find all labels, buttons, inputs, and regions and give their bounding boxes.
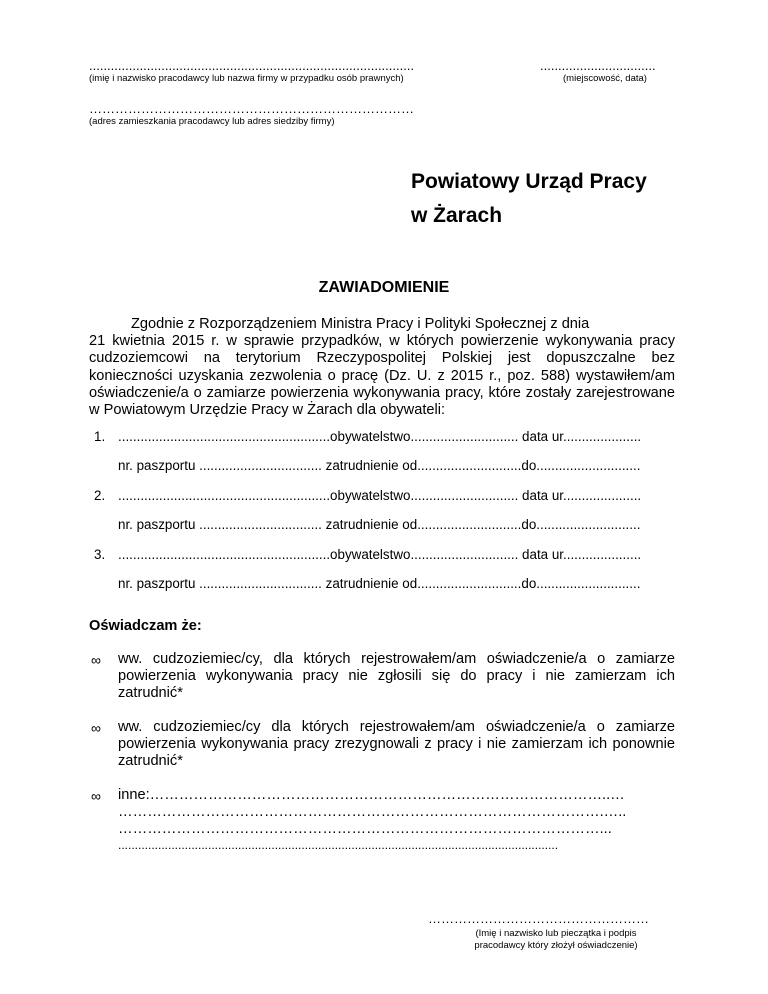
entry-line-citizenship: .........................................................obywatelstwo............................. data ur..................... — [118, 488, 642, 503]
intro-body: 21 kwietnia 2015 r. w sprawie przypadków, w których powierzenie wykonywania pracy cudzoziemcowi na terytorium Rzeczypospolitej Polskiej jest dopuszczalne bez konieczności uzyskania zezwolenia o pracę (Dz. U. z 2015 r., poz. 588) wystawiłem/am oświadczenie/a o zamiarze powierzenia wykonywania pracy, które zostały zarejestrowane w Powiatowym Urzędzie Pracy w Żarach dla obywateli: — [89, 333, 675, 419]
declaration-item-1: ww. cudzoziemiec/cy, dla których rejestrowałem/am oświadczenie/a o zamiarze powierzenia wykonywania pracy nie zgłosili się do pracy i nie zamierzam ich zatrudnić* — [118, 651, 675, 701]
document-title: ZAWIADOMIENIE — [318, 279, 450, 296]
place-date-line: ................................ — [540, 58, 656, 73]
intro-first-line: Zgodnie z Rozporządzeniem Ministra Pracy i Polityki Społecznej z dnia — [131, 316, 590, 332]
infinity-bullet-icon: ∞ — [91, 652, 101, 668]
employer-name-caption: (imię i nazwisko pracodawcy lub nazwa firmy w przypadku osób prawnych) — [89, 73, 404, 84]
entry-line-passport: nr. paszportu ................................. zatrudnienie od............................do............................ — [118, 517, 641, 532]
employer-name-line: .......................................................................................... — [89, 58, 415, 73]
address-line: ………………………………………………………………… — [89, 101, 414, 116]
address-caption: (adres zamieszkania pracodawcy lub adres siedziby firmy) — [89, 116, 335, 127]
entry-line-passport: nr. paszportu ................................. zatrudnienie od............................do............................ — [118, 458, 641, 473]
signature-line: …………………………………………… — [428, 911, 649, 926]
recipient-line-2: w Żarach — [411, 204, 503, 227]
entry-line-passport: nr. paszportu ................................. zatrudnienie od............................do............................ — [118, 576, 641, 591]
place-date-caption: (miejscowość, data) — [563, 73, 647, 84]
infinity-bullet-icon: ∞ — [91, 788, 101, 804]
entry-number: 1. — [94, 429, 106, 444]
signature-caption-2: pracodawcy który złożył oświadczenie) — [474, 940, 638, 951]
declaration-item-2: ww. cudzoziemiec/cy dla których rejestrowałem/am oświadczenie/a o zamiarze powierzenia wykonywania pracy zrezygnowali z pracy i nie zamierzam ich ponownie zatrudnić* — [118, 719, 675, 769]
other-line: inne:…………………………………………………………………………………..… — [118, 787, 625, 803]
other-line: ……………………………………………………………………………………….….. — [118, 804, 627, 820]
declaration-heading: Oświadczam że: — [89, 618, 202, 634]
infinity-bullet-icon: ∞ — [91, 720, 101, 736]
entry-line-citizenship: .........................................................obywatelstwo............................. data ur..................... — [118, 547, 642, 562]
other-line: ………………………………………………………………………………………... — [118, 821, 612, 837]
entry-number: 3. — [94, 547, 106, 562]
other-line: .................................................................................................................................... — [118, 838, 559, 852]
entry-line-citizenship: .........................................................obywatelstwo............................. data ur..................... — [118, 429, 642, 444]
entry-number: 2. — [94, 488, 106, 503]
intro-paragraph — [89, 316, 675, 419]
recipient-line-1: Powiatowy Urząd Pracy — [411, 170, 647, 193]
signature-caption-1: (Imię i nazwisko lub pieczątka i podpis — [475, 928, 637, 939]
